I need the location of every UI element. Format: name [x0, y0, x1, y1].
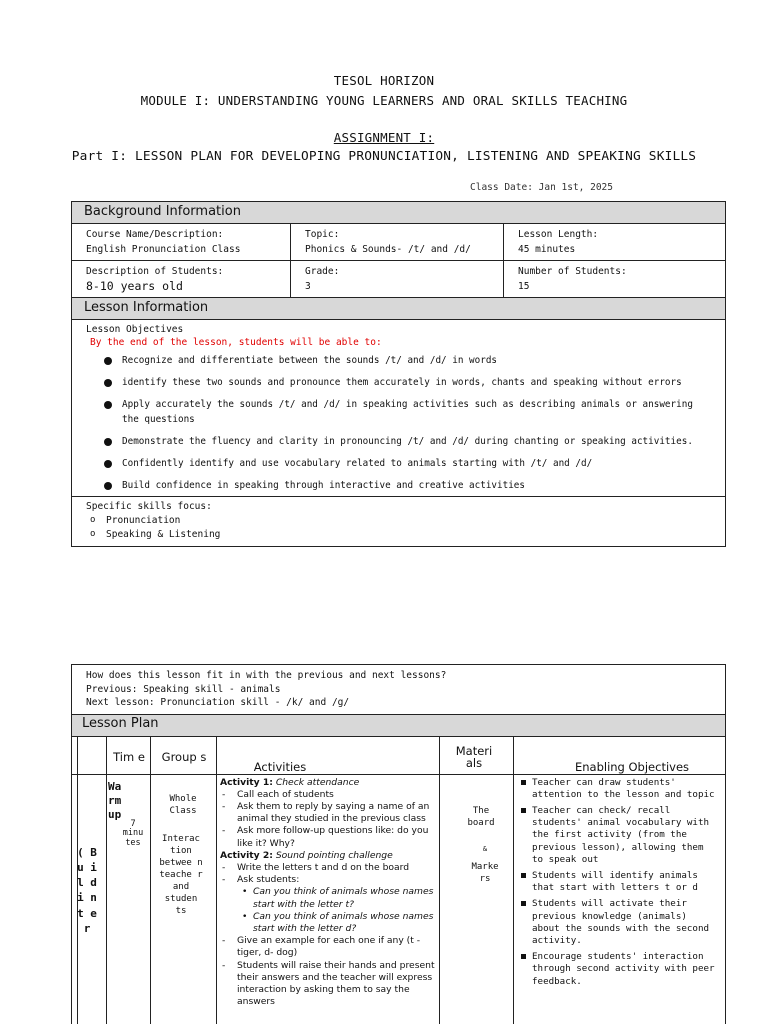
- background-heading: Background Information: [72, 202, 725, 224]
- length-label: Lesson Length:: [518, 229, 599, 240]
- background-row-2: [72, 261, 725, 298]
- lesson-plan-table: [71, 664, 726, 1024]
- col-groups: Group s: [161, 749, 207, 764]
- groups-interaction: Interac tion betwee n teache r and studen ts: [159, 833, 203, 916]
- description-value: 8-10 years old: [86, 279, 183, 293]
- objective-item: Apply accurately the sounds /t/ and /d/ in speaking activities such as describing animals or answering the questions: [86, 397, 711, 427]
- activities-cell: [220, 777, 436, 1009]
- number-cell: [504, 261, 725, 297]
- activity-step: - Ask more follow-up questions like: do you like it? Why?: [220, 825, 436, 849]
- lesson-fit-section: [72, 665, 725, 715]
- lesson-plan-heading: Lesson Plan: [72, 715, 725, 737]
- description-cell: [72, 261, 291, 297]
- course-cell: [72, 224, 291, 260]
- materials-and: &: [482, 844, 488, 853]
- objectives-section: [72, 320, 725, 493]
- activity-question: • Can you think of animals whose names start with the letter d?: [220, 911, 436, 935]
- doc-title-2: MODULE I: UNDERSTANDING YOUNG LEARNERS AND ORAL SKILLS TEACHING: [140, 93, 628, 108]
- doc-title-4: Part I: LESSON PLAN FOR DEVELOPING PRONUNCIATION, LISTENING AND SPEAKING SKILLS: [71, 149, 697, 164]
- activity-step: - Students will raise their hands and present their answers and the teacher will express interaction by asking them to say the answers: [220, 960, 436, 1009]
- course-label: Course Name/Description:: [86, 229, 224, 240]
- time-value: 7 minu tes: [122, 818, 144, 848]
- grade-label: Grade:: [305, 266, 340, 277]
- objective-item: Confidently identify and use vocabulary related to animals starting with /t/ and /d/: [86, 456, 711, 471]
- length-value: 45 minutes: [518, 244, 576, 255]
- groups-whole-class: Whole Class: [169, 793, 197, 816]
- class-date: Class Date: Jan 1st, 2025: [470, 182, 613, 193]
- activity-1-heading: Activity 1: Check attendance: [220, 776, 360, 788]
- stage-label: Wa rm up: [108, 779, 122, 821]
- doc-title-3: ASSIGNMENT I:: [333, 130, 435, 145]
- stage-vertical-label: ( B u i l d i n t e r: [77, 845, 97, 935]
- objectives-list: [86, 353, 711, 493]
- length-cell: [504, 224, 725, 260]
- background-info-table: [71, 201, 726, 547]
- grade-cell: [291, 261, 504, 297]
- col-materials: Materi als: [455, 743, 493, 770]
- background-row-1: [72, 224, 725, 261]
- lesson-info-heading: Lesson Information: [72, 298, 725, 320]
- number-value: 15: [518, 281, 530, 292]
- objective-item: Build confidence in speaking through interactive and creative activities: [86, 478, 711, 493]
- topic-value: Phonics & Sounds- /t/ and /d/: [305, 244, 471, 255]
- objective-item: Recognize and differentiate between the sounds /t/ and /d/ in words: [86, 353, 711, 368]
- objectives-intro: By the end of the lesson, students will be able to:: [90, 337, 382, 348]
- materials-board: The board: [467, 805, 495, 828]
- activity-step: - Give an example for each one if any (t - tiger, d- dog): [220, 935, 436, 959]
- activity-question: • Can you think of animals whose names start with the letter t?: [220, 886, 436, 910]
- skill-item: o Pronunciation: [86, 514, 711, 528]
- topic-label: Topic:: [305, 229, 340, 240]
- col-time: Tim e: [113, 749, 145, 764]
- objectives-label: Lesson Objectives: [86, 324, 184, 335]
- enabling-item: Students will activate their previous knowledge (animals) about the sounds with the second activity.: [518, 898, 718, 947]
- activity-step: - Call each of students: [220, 789, 436, 801]
- skills-section: [72, 496, 725, 546]
- activity-step: - Ask students:: [220, 874, 436, 886]
- fit-question: How does this lesson fit in with the previous and next lessons?: [86, 670, 447, 681]
- fit-next: Next lesson: Pronunciation skill - /k/ and /g/: [86, 697, 350, 708]
- enabling-item: Teacher can draw students' attention to the lesson and topic: [518, 777, 718, 801]
- fit-previous: Previous: Speaking skill - animals: [86, 683, 281, 695]
- enabling-item: Teacher can check/ recall students' animal vocabulary with the first activity (from the previous lesson), allowing them to speak out: [518, 805, 718, 866]
- enabling-item: Students will identify animals that start with letters t or d: [518, 870, 718, 894]
- materials-markers: Marke rs: [471, 861, 499, 884]
- topic-cell: [291, 224, 504, 260]
- objective-item: Demonstrate the fluency and clarity in pronouncing /t/ and /d/ during chanting or speaking activities.: [86, 434, 711, 449]
- course-value: English Pronunciation Class: [86, 244, 241, 255]
- activity-step: - Write the letters t and d on the board: [220, 862, 436, 874]
- enabling-objectives-cell: [518, 777, 718, 992]
- description-label: Description of Students:: [86, 266, 224, 277]
- skill-item: o Speaking & Listening: [86, 528, 711, 542]
- enabling-item: Encourage students' interaction through second activity with peer feedback.: [518, 951, 718, 988]
- doc-title-1: TESOL HORIZON: [333, 73, 435, 88]
- objective-item: identify these two sounds and pronounce them accurately in words, chants and speaking without errors: [86, 375, 711, 390]
- lesson-plan-grid: [72, 737, 725, 1024]
- skills-label: Specific skills focus:: [86, 501, 212, 512]
- activity-2-heading: Activity 2: Sound pointing challenge: [220, 849, 393, 861]
- grade-value: 3: [305, 281, 311, 292]
- col-enabling: Enabling Objectives: [574, 759, 690, 774]
- activity-step: - Ask them to reply by saying a name of an animal they studied in the previous class: [220, 801, 436, 825]
- number-label: Number of Students:: [518, 266, 627, 277]
- col-activities: Activities: [253, 759, 307, 774]
